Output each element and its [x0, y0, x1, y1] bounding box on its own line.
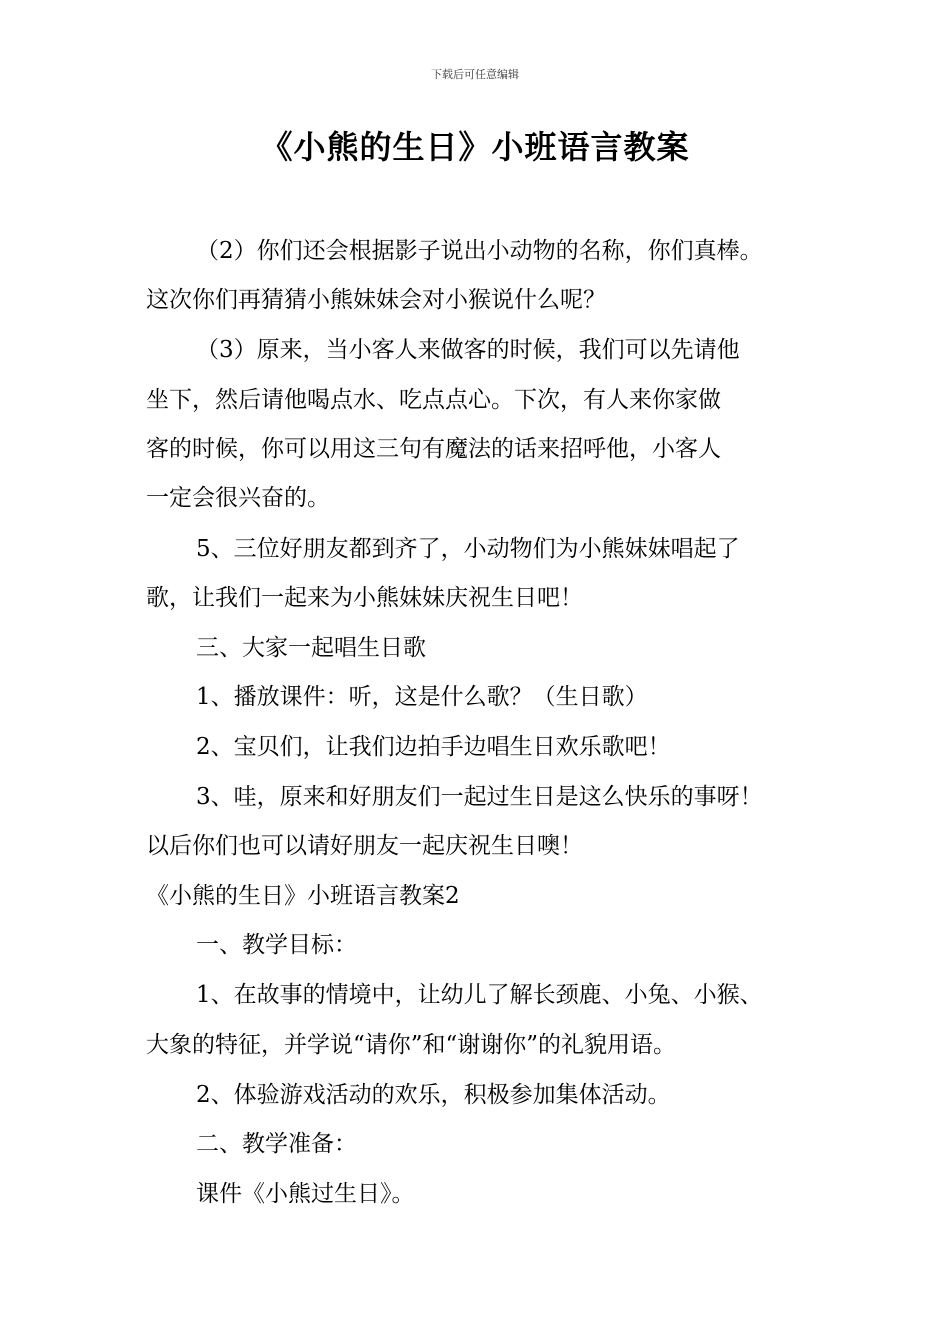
paragraph-line: 一、教学目标： [196, 932, 357, 958]
paragraph-line: 2、宝贝们，让我们边拍手边唱生日欢乐歌吧！ [196, 734, 671, 760]
paragraph-line: （2）你们还会根据影子说出小动物的名称，你们真棒。 [196, 238, 763, 264]
paragraph-line: 课件《小熊过生日》。 [196, 1181, 415, 1207]
paragraph-line: 大象的特征，并学说“请你”和“谢谢你”的礼貌用语。 [146, 1032, 677, 1058]
paragraph-line: （3）原来，当小客人来做客的时候，我们可以先请他 [196, 337, 740, 363]
section-heading: 《小熊的生日》小班语言教案2 [146, 883, 460, 909]
paragraph-line: 2、体验游戏活动的欢乐，积极参加集体活动。 [196, 1082, 671, 1108]
paragraph-line: 坐下，然后请他喝点水、吃点点心。下次，有人来你家做 [146, 387, 721, 413]
paragraph-line: 歌，让我们一起来为小熊妹妹庆祝生日吧！ [146, 585, 583, 611]
paragraph-line: 以后你们也可以请好朋友一起庆祝生日噢！ [146, 833, 583, 859]
paragraph-line: 客的时候，你可以用这三句有魔法的话来招呼他，小客人 [146, 436, 721, 462]
paragraph-line: 3、哇，原来和好朋友们一起过生日是这么快乐的事呀！ [196, 784, 763, 810]
paragraph-line: 5、三位好朋友都到齐了，小动物们为小熊妹妹唱起了 [196, 536, 740, 562]
paragraph-line: 这次你们再猜猜小熊妹妹会对小猴说什么呢？ [146, 287, 606, 313]
page-title: 《小熊的生日》小班语言教案 [260, 128, 690, 166]
paragraph-line: 1、播放课件：听，这是什么歌？（生日歌） [196, 684, 648, 710]
paragraph-line: 1、在故事的情境中，让幼儿了解长颈鹿、小兔、小猴、 [196, 982, 763, 1008]
header-note: 下载后可任意编辑 [431, 68, 519, 81]
paragraph-line: 三、大家一起唱生日歌 [196, 635, 426, 661]
paragraph-line: 二、教学准备： [196, 1131, 357, 1157]
paragraph-line: 一定会很兴奋的。 [146, 485, 330, 511]
